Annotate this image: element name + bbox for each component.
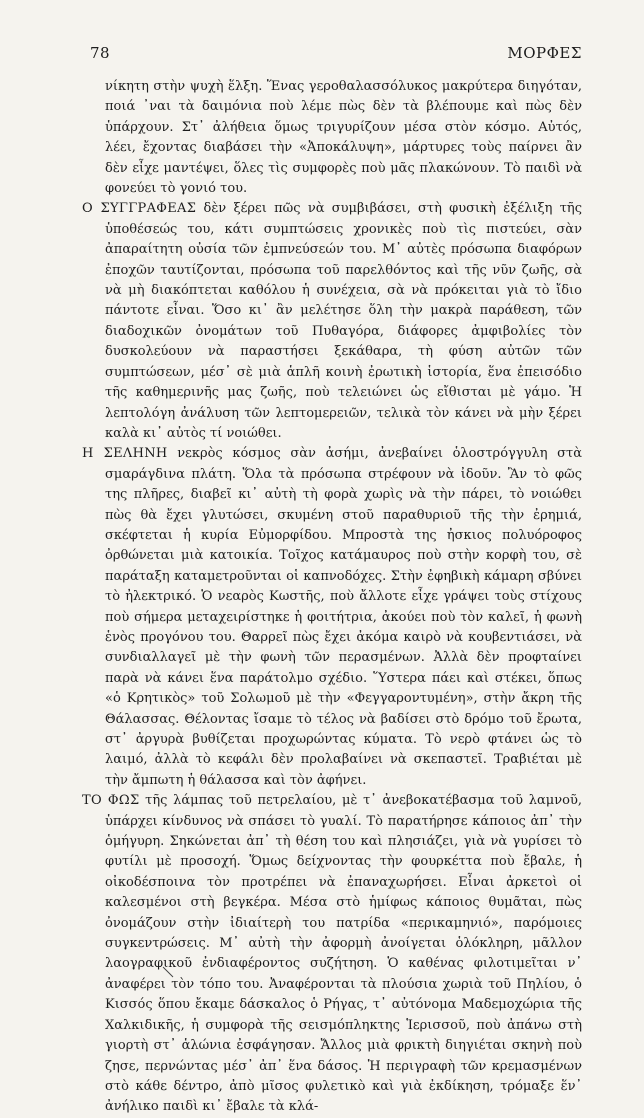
opening-paragraph: νίκητη στὴν ψυχὴ ἕλξη. Ἕνας γεροθαλασσόλυκος μακρύτερα διηγόταν, ποιά ᾽ναι τὰ δαιμόνια ποὺ λέμε πὼς δὲν τὰ βλέπουμε καὶ πὼς δὲν ὑπάρχουν. Στ᾽ ἀλήθεια ὅμως τριγυρίζουν μέσα στὸν κόσμο. Αὐτός, λέει, ἔχοντας διαβάσει τὴν «Ἀποκάλυψη», μάρτυρες τοὺς παίρνει ἂν δὲν εἶχε μαντέψει, ὅλες τὶς συμφορὲς ποὺ μᾶς πλακώνουν. Τὸ παιδὶ νὰ φονεύει τὸ γονιό του. (105, 79, 582, 197)
section-text: νεκρὸς κόσμος σὰν ἀσήμι, ἀνεβαίνει ὁλοστρόγγυλη στὰ σμαράγδινα πλάτη. Ὅλα τὰ πρόσωπα στρέφουν νὰ ἰδοῦν. Ἂν τὸ φῶς της πλῆρες, διαβεῖ κι᾽ αὐτὴ τὴ φορὰ χωρὶς νὰ τὴν πάρει, τὸ νοιώθει πὼς θὰ ἔχει γλυτώσει, σκυμένη στοῦ παραθυριοῦ τῆς τὴν ἐρημιά, σκέφτεται ἡ κυρία Εὐμορφίδου. Μπροστὰ της ἠσκιος πολυόροφος ὀρθώνεται μιὰ κατοικία. Τοῖχος κατάμαυρος ποὺ στὴν κορφὴ του, σὲ παράταξη καταμετροῦνται οἱ καπνοδόχες. Στὴν ἐφηβικὴ κάμαρη σβύνει τὸ ἠλεκτρικό. Ὁ νεαρὸς Κωστῆς, ποὺ ἄλλοτε εἶχε γράψει τοὺς στίχους ποὺ σήμερα μεταχειρίστηκε ἡ φοιτήτρια, ἀκούει ποὺ τὸν καλεῖ, ἡ φωνὴ ἑνὸς προγόνου του. Θαρρεῖ πὼς ἔχει ἀκόμα καιρὸ νὰ κουβεντιάσει, νὰ συνδιαλλαγεῖ μὲ τὴν φωνὴ τῶν περασμένων. Ἀλλὰ δὲν προφταίνει παρὰ νὰ κάνει ἕνα παράτολμο σχέδιο. Ὕστερα πάει καὶ στέκει, ὅπως «ὁ Κρητικὸς» τοῦ Σολωμοῦ μὲ τὴν «Φεγγαροντυμένη», στὴν ἄκρη τῆς Θάλασσας. Θέλοντας ἴσαμε τὸ τέλος νὰ βαδίσει στὸ δρόμο τοῦ ἔρωτα, στ᾽ ἀργυρὰ βυθίζεται προχωρώντας κύματα. Τὸ νερὸ φτάνει ὡς τὸ λαιμό, ἀλλὰ τὸ κεφάλι δὲν προλαβαίνει νὰ σκεπαστεῖ. Τραβιέται μὲ τὴν ἄμπωτη ἡ θάλασσα καὶ τὸν ἀφήνει. (105, 446, 582, 788)
section-heading: ΤΟ ΦΩΣ (82, 793, 140, 809)
body-text (82, 77, 582, 1118)
running-title: ΜΟΡΦΕΣ (507, 44, 582, 62)
page-number: 78 (90, 44, 111, 62)
page-header (90, 44, 582, 62)
section-text: δὲν ξέρει πῶς νὰ συμβιβάσει, στὴ φυσικὴ ἐξέλιξη τῆς ὑποθέσεώς του, κάτι συμπτώσεις χρονικὲς ποὺ τὶς πιστεύει, σὰν ἀπαραίτητη οὐσία τῶν ἐμπνεύσεών του. Μ᾽ αὐτὲς πρόσωπα διαφόρων ἐποχῶν ταυτίζονται, πρόσωπα τοῦ παρελθόντος καὶ τῆς νῦν ζωῆς, σὰ νὰ μὴ διακόπτεται καθόλου ἡ συνέχεια, σὰ νὰ πρόκειται γιὰ τὸ ἴδιο πάντοτε εἶναι. Ὅσο κι᾽ ἂν μελέτησε ὅλη τὴν μακρὰ παράθεση, τῶν διαδοχικῶν ὀνομάτων τοῦ Πυθαγόρα, διάφορες ἀμφιβολίες τὸν δυσκολεύουν νὰ παραστήσει ξεκάθαρα, τὴ φύση αὐτῶν τῶν συμπτώσεων, μέσ᾽ σὲ μιὰ ἁπλῆ κοινὴ ἐρωτικὴ ἱστορία, ἕνα ἐπεισόδιο τῆς καθημερινῆς μας ζωῆς, ποὺ τελειώνει ὡς εἴθισται μὲ γάμο. Ἡ λεπτολόγη ἀνάλυση τῶν λεπτομερειῶν, τελικὰ τὸν κάνει νὰ μὴν ξέρει καλὰ κι᾽ αὐτὸς τί νοιώθει. (105, 201, 582, 441)
section-heading: Η ΣΕΛΗΝΗ (82, 446, 168, 462)
section-selini (82, 444, 582, 791)
pen-stroke-mark (162, 966, 174, 978)
section-heading: Ο ΣΥΓΓΡΑΦΕΑΣ (82, 201, 197, 217)
section-text: τῆς λάμπας τοῦ πετρελαίου, μὲ τ᾽ ἀνεβοκατέβασμα τοῦ λαμνοῦ, ὑπάρχει κίνδυνος νὰ σπάσει τὸ γυαλί. Τὸ παρατήρησε κάποιος ἀπ᾽ τὴν ὁμήγυρη. Σηκώνεται ἀπ᾽ τὴ θέση του καὶ πλησιάζει, γιὰ νὰ γυρίσει τὸ φυτίλι μὲ προσοχή. Ὅμως δείχνοντας τὴν φουρκέττα ποὺ ἔβαλε, ἡ οἰκοδέσποινα τὸν προτρέπει νὰ ἐπαναχωρήσει. Εἶναι ἀρκετοὶ οἱ καλεσμένοι στὴ βεγκέρα. Μέσα στὸ ἡμίφως κάποιος θυμᾶται, πὼς ὀνομάζουν στὴν ἰδιαίτερὴ του πατρίδα «περικαμηνιό», παρόμοιες συγκεντρώσεις. Μ᾽ αὐτὴ τὴν ἀφορμὴ ἀνοίγεται ὁλόκληρη, μᾶλλον λαογραφικοῦ ἐνδιαφέροντος συζήτηση. Ὁ καθένας φιλοτιμεῖται ν᾽ ἀναφέρει τὸν τόπο του. Ἀναφέρονται τὰ πλούσια χωριὰ τοῦ Πηλίου, ὁ Κισσός ὅπου ἔκαμε δάσκαλος ὁ Ρήγας, τ᾽ αὐτόνομα Μαδεμοχώρια τῆς Χαλκιδικῆς, ἡ συμφορὰ τῆς σεισμόπληκτης Ἱερισσοῦ, ποὺ ἀπάνω στὴ γιορτὴ στ᾽ ἁλώνια ἐσφάγησαν. Ἄλλος μιὰ φρικτὴ διηγιέται σκηνὴ ποὺ ζησε, περνώντας μέσ᾽ ἀπ᾽ ἕνα δάσος. Ἡ περιγραφὴ τῶν κρεμασμένων στὸ κάθε δέντρο, ἀπὸ μῖσος φυλετικὸ καὶ γιὰ ἐκδίκηση, τρόμαξε ἕν᾽ ἀνήλικο παιδὶ κι᾽ ἔβαλε τὰ κλά- (105, 793, 582, 1115)
section-syggrafeas (82, 199, 582, 444)
section-fos (82, 791, 582, 1118)
